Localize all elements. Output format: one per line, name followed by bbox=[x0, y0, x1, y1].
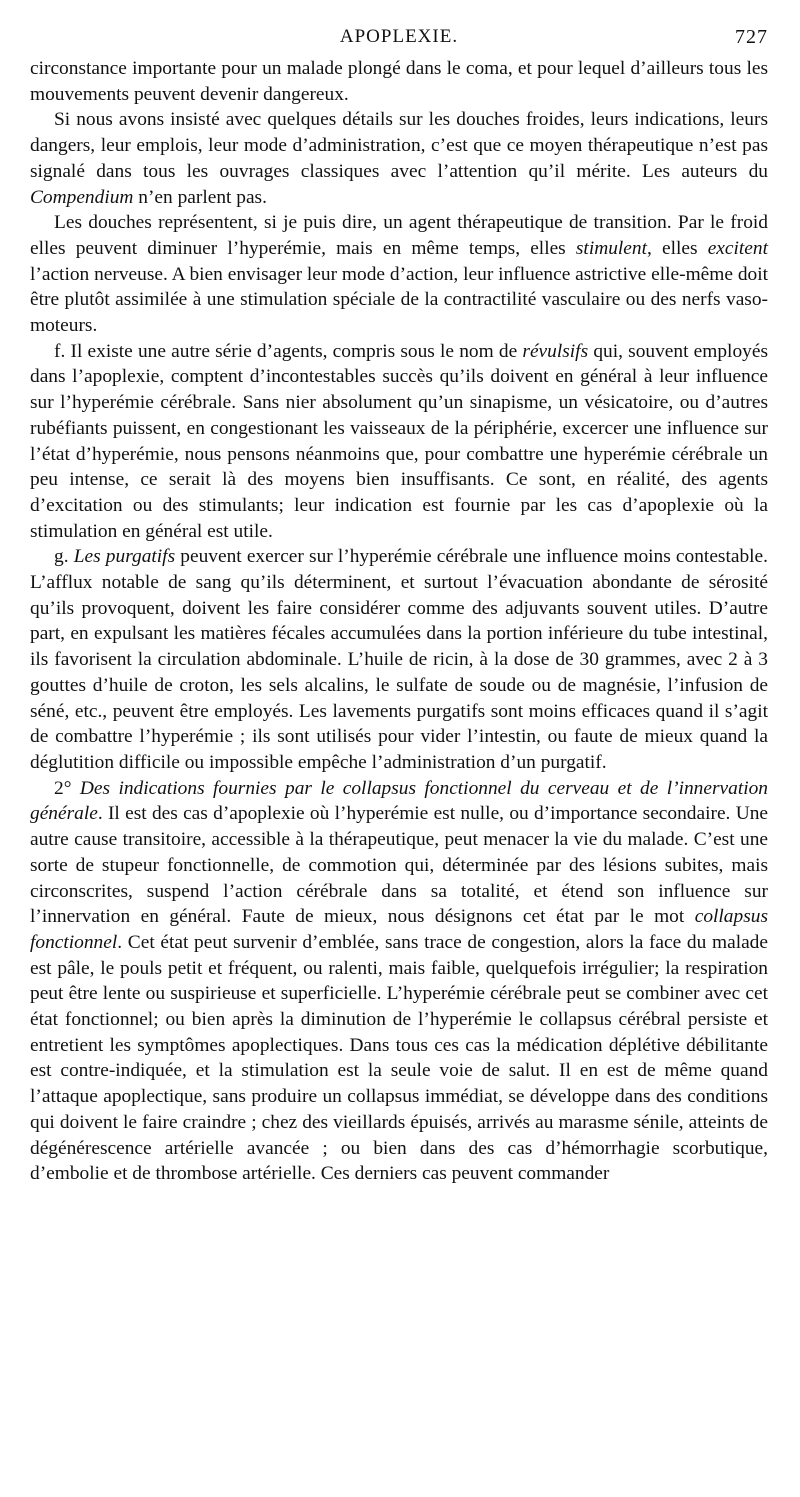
text-run: g. bbox=[54, 546, 74, 568]
paragraph bbox=[30, 107, 768, 210]
paragraph bbox=[30, 56, 768, 107]
body-text bbox=[30, 56, 768, 1187]
paragraph bbox=[30, 210, 768, 339]
text-run: n’en parlent pas. bbox=[133, 186, 267, 208]
text-run: f. Il existe une autre série d’agents, compris sous le nom de bbox=[54, 340, 523, 362]
text-run: Les douches représentent, si je puis dire, un agent thérapeutique de transition. Par le froid elles peuvent diminuer l’hyperémie, mais en même temps, elles bbox=[30, 212, 768, 259]
paragraph bbox=[30, 339, 768, 545]
paragraph bbox=[30, 776, 768, 1187]
italic-text: stimulent bbox=[575, 237, 647, 259]
text-run: peuvent exercer sur l’hyperémie cérébrale une influence moins contestable. L’afflux notable de sang qu’ils déterminent, et surtout l’évacuation abondante de sérosité qu’ils provoquent, doivent les faire considérer comme des adjuvants souvent utiles. D’autre part, en expulsant les matières fécales accumulées dans la portion inférieure du tube intestinal, ils favorisent la circulation abdominale. L’huile de ricin, à la dose de 30 grammes, avec 2 à 3 gouttes d’huile de croton, les sels alcalins, le sulfate de soude ou de magnésie, l’infusion de séné, etc., peuvent être employés. Les lavements purgatifs sont moins efficaces quand il s’agit de combattre l’hyperémie ; ils sont utilisés pour vider l’intestin, ou faute de mieux quand la déglutition difficile ou impossible empêche l’administration d’un purgatif. bbox=[30, 546, 768, 773]
italic-text: excitent bbox=[707, 237, 768, 259]
text-run: , elles bbox=[647, 237, 708, 259]
paragraph bbox=[30, 544, 768, 775]
text-run: 2° bbox=[54, 777, 80, 799]
text-run: circonstance importante pour un malade plongé dans le coma, et pour lequel d’ailleurs tous les mouvements peuvent devenir dangereux. bbox=[30, 58, 768, 105]
italic-text: collapsus fonctionnel bbox=[30, 906, 768, 953]
book-page bbox=[30, 26, 768, 1187]
italic-text: Des indications fournies par le collapsus fonctionnel du cerveau et de l’innervation générale bbox=[30, 777, 768, 825]
text-run: Si nous avons insisté avec quelques détails sur les douches froides, leurs indications, leurs dangers, leur emplois, leur mode d’administration, c’est que ce moyen thérapeutique n’est pas signalé dans tous les ouvrages classiques avec l’attention qu’il mérite. Les auteurs du bbox=[30, 109, 768, 182]
text-run: l’action nerveuse. A bien envisager leur mode d’action, leur influence astrictive elle-même doit être plutôt assimilée à une stimulation spéciale de la contractilité vasculaire ou des nerfs vaso-moteurs. bbox=[30, 263, 768, 337]
text-run: . Il est des cas d’apoplexie où l’hyperémie est nulle, ou d’importance secondaire. Une autre cause transitoire, accessible à la thérapeutique, peut menacer la vie du malade. C’est une sorte de stupeur fonctionnelle, de commotion qui, déterminée par des lésions subites, mais circonscrites, suspend l’action cérébrale dans sa totalité, et étend son influence sur l’innervation en général. Faute de mieux, nous désignons cet état par le mot bbox=[30, 803, 768, 928]
running-head bbox=[30, 26, 768, 56]
text-run: . Cet état peut survenir d’emblée, sans trace de congestion, alors la face du malade est pâle, le pouls petit et fréquent, ou ralenti, mais faible, quelquefois irrégulier; la respiration peut être lente ou suspirieuse et superficielle. L’hyperémie cérébrale peut se combiner avec cet état fonctionnel; ou bien après la diminution de l’hyperémie le collapsus cérébral persiste et entretient les symptômes apoplectiques. Dans tous ces cas la médication déplétive débilitante est contre-indiquée, et la stimulation est la seule voie de salut. Il en est de même quand l’attaque apoplectique, sans produire un collapsus immédiat, se développe dans des conditions qui doivent le faire craindre ; chez des vieillards épuisés, arrivés au marasme sénile, atteints de dégénérescence artérielle avancée ; ou bien dans des cas d’hémorrhagie scorbutique, d’embolie et de thrombose artérielle. Ces derniers cas peuvent commander bbox=[30, 931, 768, 1185]
running-title: APOPLEXIE. bbox=[339, 26, 459, 47]
italic-text: Les purgatifs bbox=[73, 546, 176, 568]
text-run: qui, souvent employés dans l’apoplexie, comptent d’incontestables succès qu’ils doivent en général à leur influence sur l’hyperémie cérébrale. Sans nier absolument qu’un sinapisme, un vésicatoire, ou d’autres rubéfiants puissent, en congestionant les vaisseaux de la périphérie, excercer une influence sur l’état d’hyperémie, nous pensons néanmoins que, pour combattre une hyperémie cérébrale un peu intense, ce serait là des moyens bien insuffisants. Ce sont, en réalité, des agents d’excitation ou des stimulants; leur indication est fournie par les cas d’apoplexie où la stimulation en général est utile. bbox=[30, 340, 768, 542]
italic-text: révulsifs bbox=[522, 340, 589, 362]
italic-text: Compendium bbox=[30, 186, 134, 208]
page-number: 727 bbox=[735, 26, 768, 48]
